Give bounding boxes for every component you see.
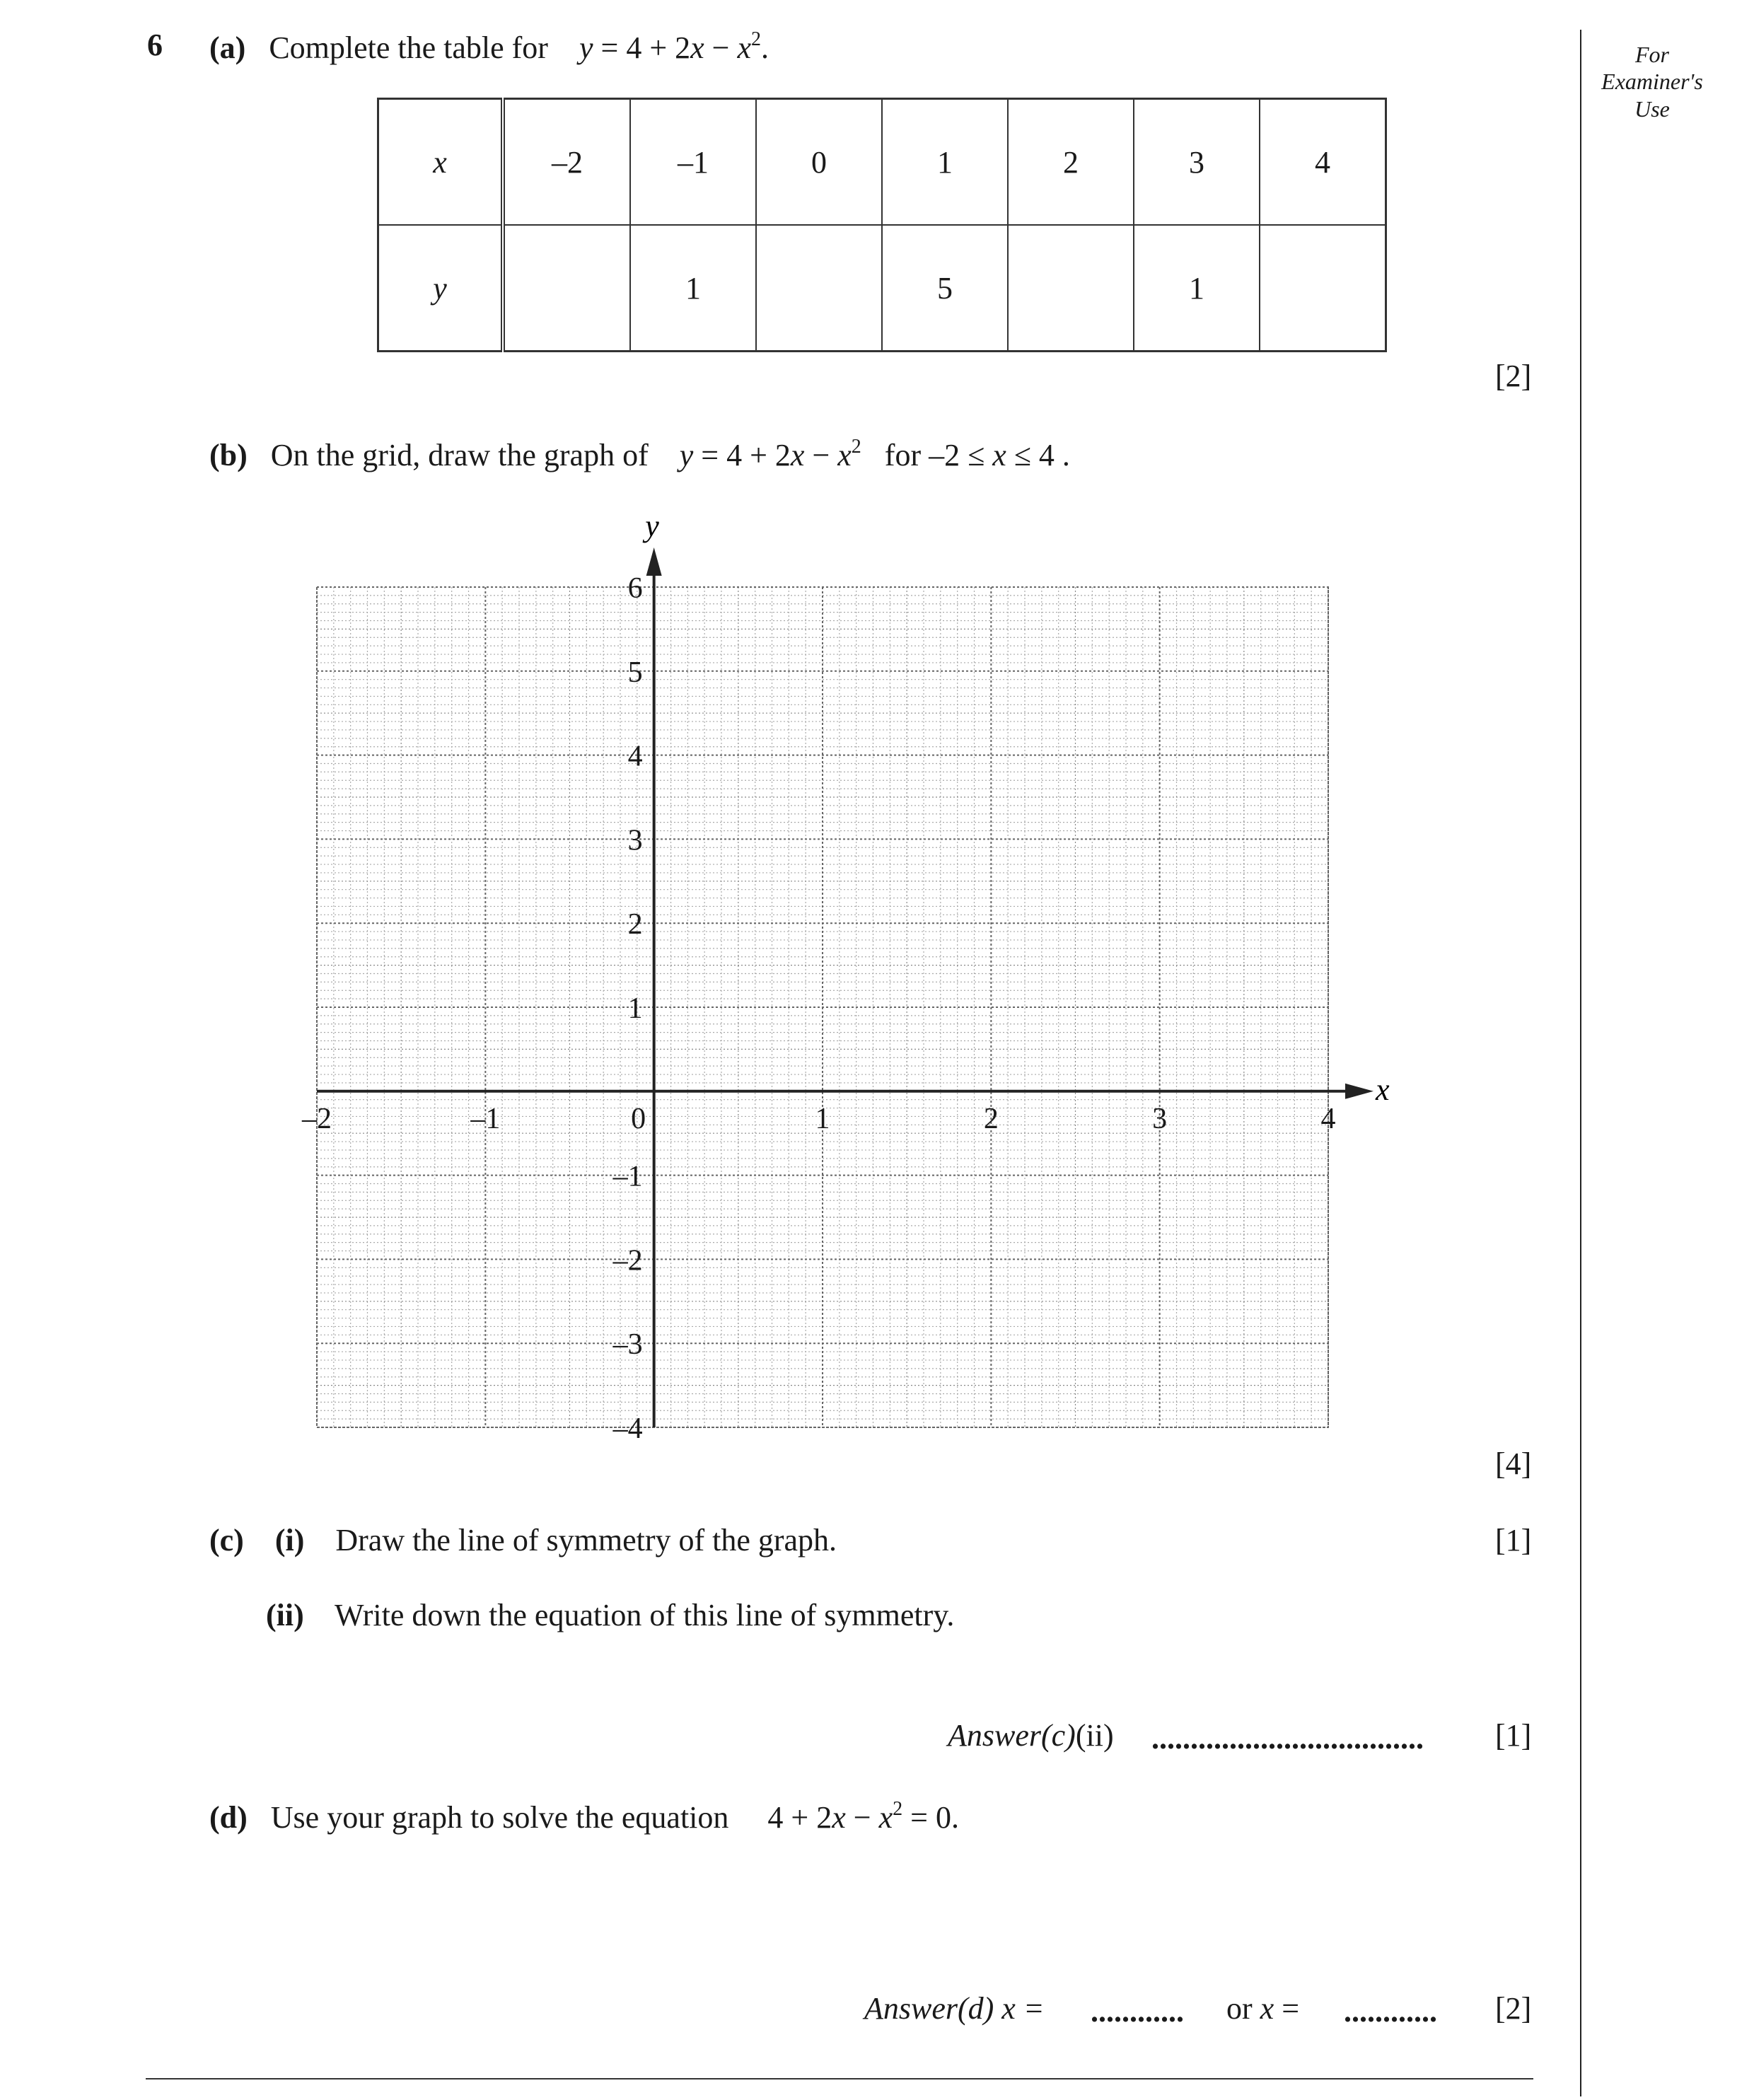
- table-cell-x: 1: [882, 99, 1008, 226]
- part-d-or-label: or x =: [1226, 1991, 1300, 2026]
- part-d-label: (d): [209, 1800, 248, 1835]
- part-b-marks: [4]: [1495, 1446, 1532, 1481]
- y-tick-label: 5: [627, 656, 643, 689]
- x-axis-arrow: [1345, 1084, 1373, 1099]
- x-tick-label: –1: [470, 1102, 501, 1135]
- x-tick-label: 1: [815, 1102, 830, 1135]
- y-tick-label: –2: [612, 1244, 643, 1277]
- part-b-equation: $y = 4 + 2x - x^2$: [679, 436, 861, 472]
- question-number: 6: [147, 28, 163, 62]
- part-a-label: (a): [209, 30, 246, 65]
- part-c-answer-label: Answer(c)(ii): [948, 1718, 1114, 1753]
- part-d-answer-label: Answer(d) x =: [864, 1991, 1045, 2026]
- examiner-line-1: For: [1635, 42, 1669, 67]
- table-cell-y: 1: [1134, 225, 1260, 352]
- y-tick-label: –1: [612, 1160, 643, 1193]
- table-cell-x: 3: [1134, 99, 1260, 226]
- part-a-text: Complete the table for: [269, 30, 548, 65]
- part-d-equation: $4 + 2x - x^2 = 0$.: [767, 1798, 959, 1835]
- part-d-answer-line-1[interactable]: ............: [1091, 1994, 1184, 2029]
- table-cell-x: –1: [630, 99, 756, 226]
- table-cell-y: 5: [882, 225, 1008, 352]
- examiner-line-2: Examiner's: [1601, 69, 1703, 95]
- y-axis-arrow: [646, 547, 662, 576]
- part-d-text: Use your graph to solve the equation: [270, 1800, 729, 1835]
- part-c-i-label: (i): [274, 1523, 305, 1557]
- part-c-i-text: Draw the line of symmetry of the graph.: [335, 1523, 837, 1557]
- part-c-ii-label: (ii): [266, 1598, 304, 1632]
- table-header-x: x: [378, 99, 504, 226]
- part-d-prompt: [209, 1799, 959, 1833]
- table-header-y: y: [378, 225, 504, 352]
- part-c-ii-prompt: [266, 1600, 954, 1631]
- part-a-equation: $y = 4 + 2x - x^2$.: [579, 28, 769, 65]
- part-c-ii-text: Write down the equation of this line of symmetry.: [334, 1598, 955, 1632]
- table-cell-x: 4: [1260, 99, 1386, 226]
- y-tick-label: 3: [627, 824, 643, 857]
- x-tick-label: 2: [983, 1102, 999, 1135]
- x-tick-label: –2: [302, 1102, 332, 1135]
- part-d-answer-line-2[interactable]: ............: [1344, 1994, 1437, 2029]
- part-a-marks: [2]: [1495, 359, 1532, 393]
- examiner-line-3: Use: [1634, 95, 1670, 122]
- part-c-answer-line[interactable]: ...................................: [1151, 1721, 1424, 1756]
- y-tick-label: 6: [627, 572, 643, 605]
- table-cell-x: 0: [756, 99, 882, 226]
- table-cell-x: –2: [503, 99, 630, 226]
- x-tick-label: 4: [1320, 1102, 1336, 1135]
- part-b-range: for –2 ≤ x ≤ 4 .: [884, 438, 1070, 472]
- part-c-ii-marks: [1]: [1495, 1718, 1532, 1753]
- bottom-rule: [146, 2078, 1533, 2079]
- y-axis-label: y: [645, 509, 659, 543]
- x-axis-label: x: [1376, 1072, 1390, 1107]
- y-tick-label: –4: [612, 1412, 643, 1445]
- part-d-marks: [2]: [1495, 1991, 1532, 2026]
- part-c-i-marks: [1]: [1495, 1523, 1532, 1557]
- y-tick-label: 2: [627, 908, 643, 941]
- part-c-i-prompt: [209, 1525, 837, 1556]
- y-tick-label: 1: [627, 992, 643, 1025]
- table-cell-y: 1: [630, 225, 756, 352]
- part-b-text: On the grid, draw the graph of: [270, 438, 649, 472]
- y-tick-label: 4: [627, 740, 643, 773]
- x-tick-label: 0: [631, 1102, 646, 1135]
- part-b-label: (b): [209, 438, 248, 472]
- y-tick-label: –3: [612, 1328, 643, 1362]
- x-tick-label: 3: [1152, 1102, 1168, 1135]
- part-c-label: (c): [209, 1523, 244, 1557]
- table-cell-x: 2: [1008, 99, 1134, 226]
